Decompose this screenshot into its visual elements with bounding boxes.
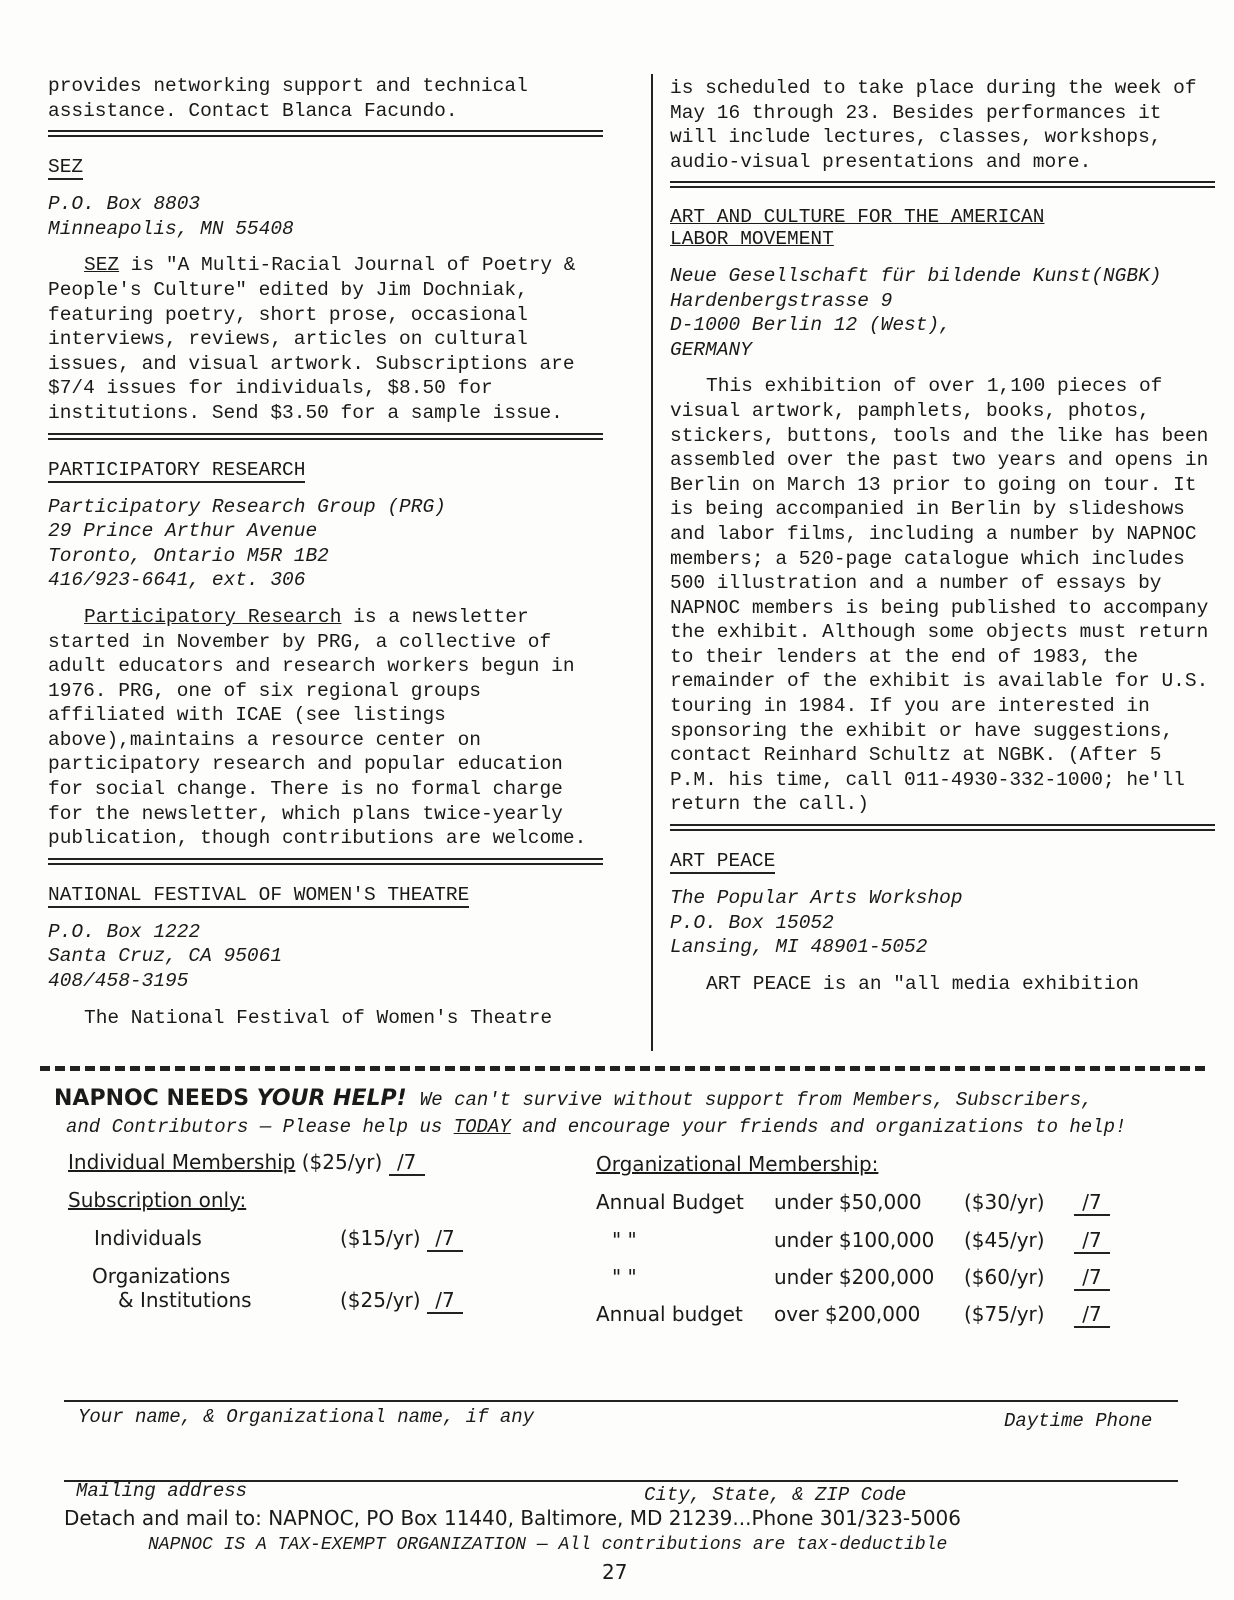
budget-row bbox=[596, 1302, 1110, 1328]
artpeace-heading: ART PEACE bbox=[670, 850, 776, 873]
budget-row bbox=[596, 1190, 1110, 1216]
pr-address bbox=[48, 495, 603, 593]
nfwt-address bbox=[48, 920, 603, 994]
mailing-label: Mailing address bbox=[76, 1480, 248, 1502]
appeal-line-2 bbox=[66, 1116, 1126, 1138]
address-line: Lansing, MI 48901-5052 bbox=[670, 936, 928, 959]
checkbox[interactable]: /7 bbox=[389, 1150, 425, 1176]
pr-title: Participatory Research bbox=[84, 605, 342, 628]
detach-instructions: Detach and mail to: NAPNOC, PO Box 11440, Baltimore, MD 21239...Phone 301/323-5006 bbox=[64, 1506, 961, 1530]
nfwt-body: The National Festival of Women's Theatre bbox=[84, 1006, 553, 1029]
section-divider bbox=[48, 130, 603, 137]
acalm-body: This exhibition of over 1,100 pieces of visual artwork, pamphlets, books, photos, stickers, buttons, tools and the like has been assembled over the past two years and opens in Berlin on March 13 prior to going on tour. It is being accompanied in Berlin by slideshows and labor films, including a number by NAPNOC members; a 520-page catalogue which includes 500 illustration and a number of essays by NAPNOC members is being published to accompany the exhibit. Although some objects must return to their lenders at the end of 1983, the remainder of the exhibit is available for U.S. touring in 1984. If you are interested in sponsoring the exhibit or have suggestions, contact Reinhard Schultz at NGBK. (After 5 P.M. his time, call 011-4930-332-1000; he'll return the call.) bbox=[670, 375, 1209, 816]
section-divider bbox=[670, 181, 1215, 188]
address-line: The Popular Arts Workshop bbox=[670, 887, 963, 910]
budget-label: Annual Budget bbox=[596, 1190, 744, 1214]
today-text: TODAY bbox=[453, 1116, 511, 1138]
heading-line: ART AND CULTURE FOR THE AMERICAN bbox=[670, 206, 1045, 229]
org-membership-heading: Organizational Membership: bbox=[596, 1152, 879, 1176]
checkbox[interactable]: /7 bbox=[1074, 1302, 1110, 1328]
city-label: City, State, & ZIP Code bbox=[644, 1484, 907, 1506]
option-price: ($25/yr) bbox=[301, 1150, 383, 1174]
page-number: 27 bbox=[602, 1560, 628, 1584]
detach-cut-line bbox=[40, 1066, 1205, 1071]
sez-address bbox=[48, 192, 603, 241]
appeal-text: We can't survive without support from Members, Subscribers, bbox=[419, 1089, 1093, 1111]
budget-price: ($75/yr) bbox=[964, 1302, 1045, 1326]
budget-range: under $100,000 bbox=[774, 1228, 935, 1252]
checkbox[interactable]: /7 bbox=[1074, 1265, 1110, 1291]
left-column bbox=[48, 74, 603, 1030]
heading-line: LABOR MOVEMENT bbox=[670, 228, 834, 251]
individuals-label: Individuals bbox=[94, 1226, 202, 1250]
address-line: P.O. Box 15052 bbox=[670, 911, 834, 934]
needs-heading bbox=[54, 1086, 407, 1111]
sez-body bbox=[48, 253, 603, 425]
budget-range: under $50,000 bbox=[774, 1190, 922, 1214]
individual-membership-row bbox=[68, 1150, 425, 1176]
address-line: Hardenbergstrasse 9 bbox=[670, 289, 893, 312]
appeal-text: and encourage your friends and organizations to help! bbox=[510, 1116, 1127, 1138]
intro-line: assistance. Contact Blanca Facundo. bbox=[48, 99, 458, 122]
address-line: P.O. Box 8803 bbox=[48, 193, 201, 216]
organizations-label: Organizations bbox=[92, 1264, 231, 1288]
checkbox[interactable]: /7 bbox=[427, 1288, 463, 1314]
address-line: Participatory Research Group (PRG) bbox=[48, 495, 446, 518]
acalm-heading bbox=[670, 206, 1044, 250]
budget-price: ($30/yr) bbox=[964, 1190, 1045, 1214]
address-line: 29 Prince Arthur Avenue bbox=[48, 520, 318, 543]
subscription-only-heading: Subscription only: bbox=[68, 1188, 247, 1212]
artpeace-body: ART PEACE is an "all media exhibition bbox=[706, 972, 1139, 995]
sez-title: SEZ bbox=[84, 254, 120, 277]
artpeace-address bbox=[670, 886, 1215, 960]
name-fill-line[interactable] bbox=[64, 1400, 1178, 1402]
address-line: 416/923-6641, ext. 306 bbox=[48, 569, 306, 592]
your-help-text: YOUR HELP! bbox=[256, 1086, 407, 1111]
budget-row bbox=[596, 1265, 1110, 1291]
sez-heading: SEZ bbox=[48, 156, 84, 179]
pr-heading: PARTICIPATORY RESEARCH bbox=[48, 458, 306, 481]
nfwt-heading: NATIONAL FESTIVAL OF WOMEN'S THEATRE bbox=[48, 883, 470, 906]
section-divider bbox=[48, 433, 603, 440]
budget-price: ($60/yr) bbox=[964, 1265, 1045, 1289]
address-line: P.O. Box 1222 bbox=[48, 920, 201, 943]
address-line: Santa Cruz, CA 95061 bbox=[48, 945, 283, 968]
name-label: Your name, & Organizational name, if any bbox=[78, 1406, 535, 1428]
budget-range: under $200,000 bbox=[774, 1265, 935, 1289]
address-line: GERMANY bbox=[670, 338, 752, 361]
budget-price: ($45/yr) bbox=[964, 1228, 1045, 1252]
checkbox[interactable]: /7 bbox=[427, 1226, 463, 1252]
intro-text: is scheduled to take place during the week of May 16 through 23. Besides performances it will include lectures, classes, workshops, audio-visual presentations and more. bbox=[670, 77, 1197, 173]
address-line: Neue Gesellschaft für bildende Kunst(NGBK) bbox=[670, 264, 1162, 287]
section-divider bbox=[670, 824, 1215, 831]
appeal-line-1 bbox=[54, 1086, 1093, 1112]
address-line: Minneapolis, MN 55408 bbox=[48, 217, 294, 240]
appeal-text: and Contributors — Please help us bbox=[66, 1116, 454, 1138]
option-label: Individual Membership bbox=[68, 1150, 296, 1174]
intro-line: provides networking support and technical bbox=[48, 75, 528, 97]
address-line: 408/458-3195 bbox=[48, 970, 189, 993]
address-line: Toronto, Ontario M5R 1B2 bbox=[48, 544, 329, 567]
phone-label: Daytime Phone bbox=[1004, 1410, 1153, 1432]
budget-label: Annual budget bbox=[596, 1302, 743, 1326]
pr-body bbox=[48, 605, 603, 851]
option-price: ($25/yr) bbox=[340, 1288, 421, 1312]
budget-row bbox=[596, 1228, 1110, 1254]
budget-label: " " bbox=[612, 1265, 637, 1289]
body-text: is "A Multi-Racial Journal of Poetry & People's Culture" edited by Jim Dochniak, featuring poetry, short prose, occasional interviews, reviews, articles on cultural issues, and visual artwork. Subscriptions are $7/4 issues for individuals, $8.50 for institutions. Send $3.50 for a sample issue. bbox=[48, 254, 576, 424]
acalm-address bbox=[670, 264, 1215, 362]
checkbox[interactable]: /7 bbox=[1074, 1190, 1110, 1216]
section-divider bbox=[48, 858, 603, 865]
checkbox[interactable]: /7 bbox=[1074, 1228, 1110, 1254]
needs-text: NAPNOC NEEDS bbox=[54, 1086, 257, 1111]
column-divider bbox=[651, 74, 653, 1051]
option-price: ($15/yr) bbox=[340, 1226, 421, 1250]
budget-label: " " bbox=[612, 1228, 637, 1252]
budget-range: over $200,000 bbox=[774, 1302, 921, 1326]
institutions-label: & Institutions bbox=[118, 1288, 252, 1312]
right-column bbox=[670, 76, 1215, 996]
body-text: is a newsletter started in November by PRG, a collective of adult educators and research workers begun in 1976. PRG, one of six regional groups affiliated with ICAE (see listings above),maintains a resource center on participatory research and popular education for social change. There is no formal charge for the newsletter, which plans twice-yearly publication, though contributions are welcome. bbox=[48, 605, 587, 850]
individuals-option bbox=[340, 1226, 463, 1252]
institutions-option bbox=[340, 1288, 463, 1314]
tax-note: NAPNOC IS A TAX-EXEMPT ORGANIZATION — All contributions are tax-deductible bbox=[148, 1535, 948, 1555]
address-line: D-1000 Berlin 12 (West), bbox=[670, 314, 951, 337]
